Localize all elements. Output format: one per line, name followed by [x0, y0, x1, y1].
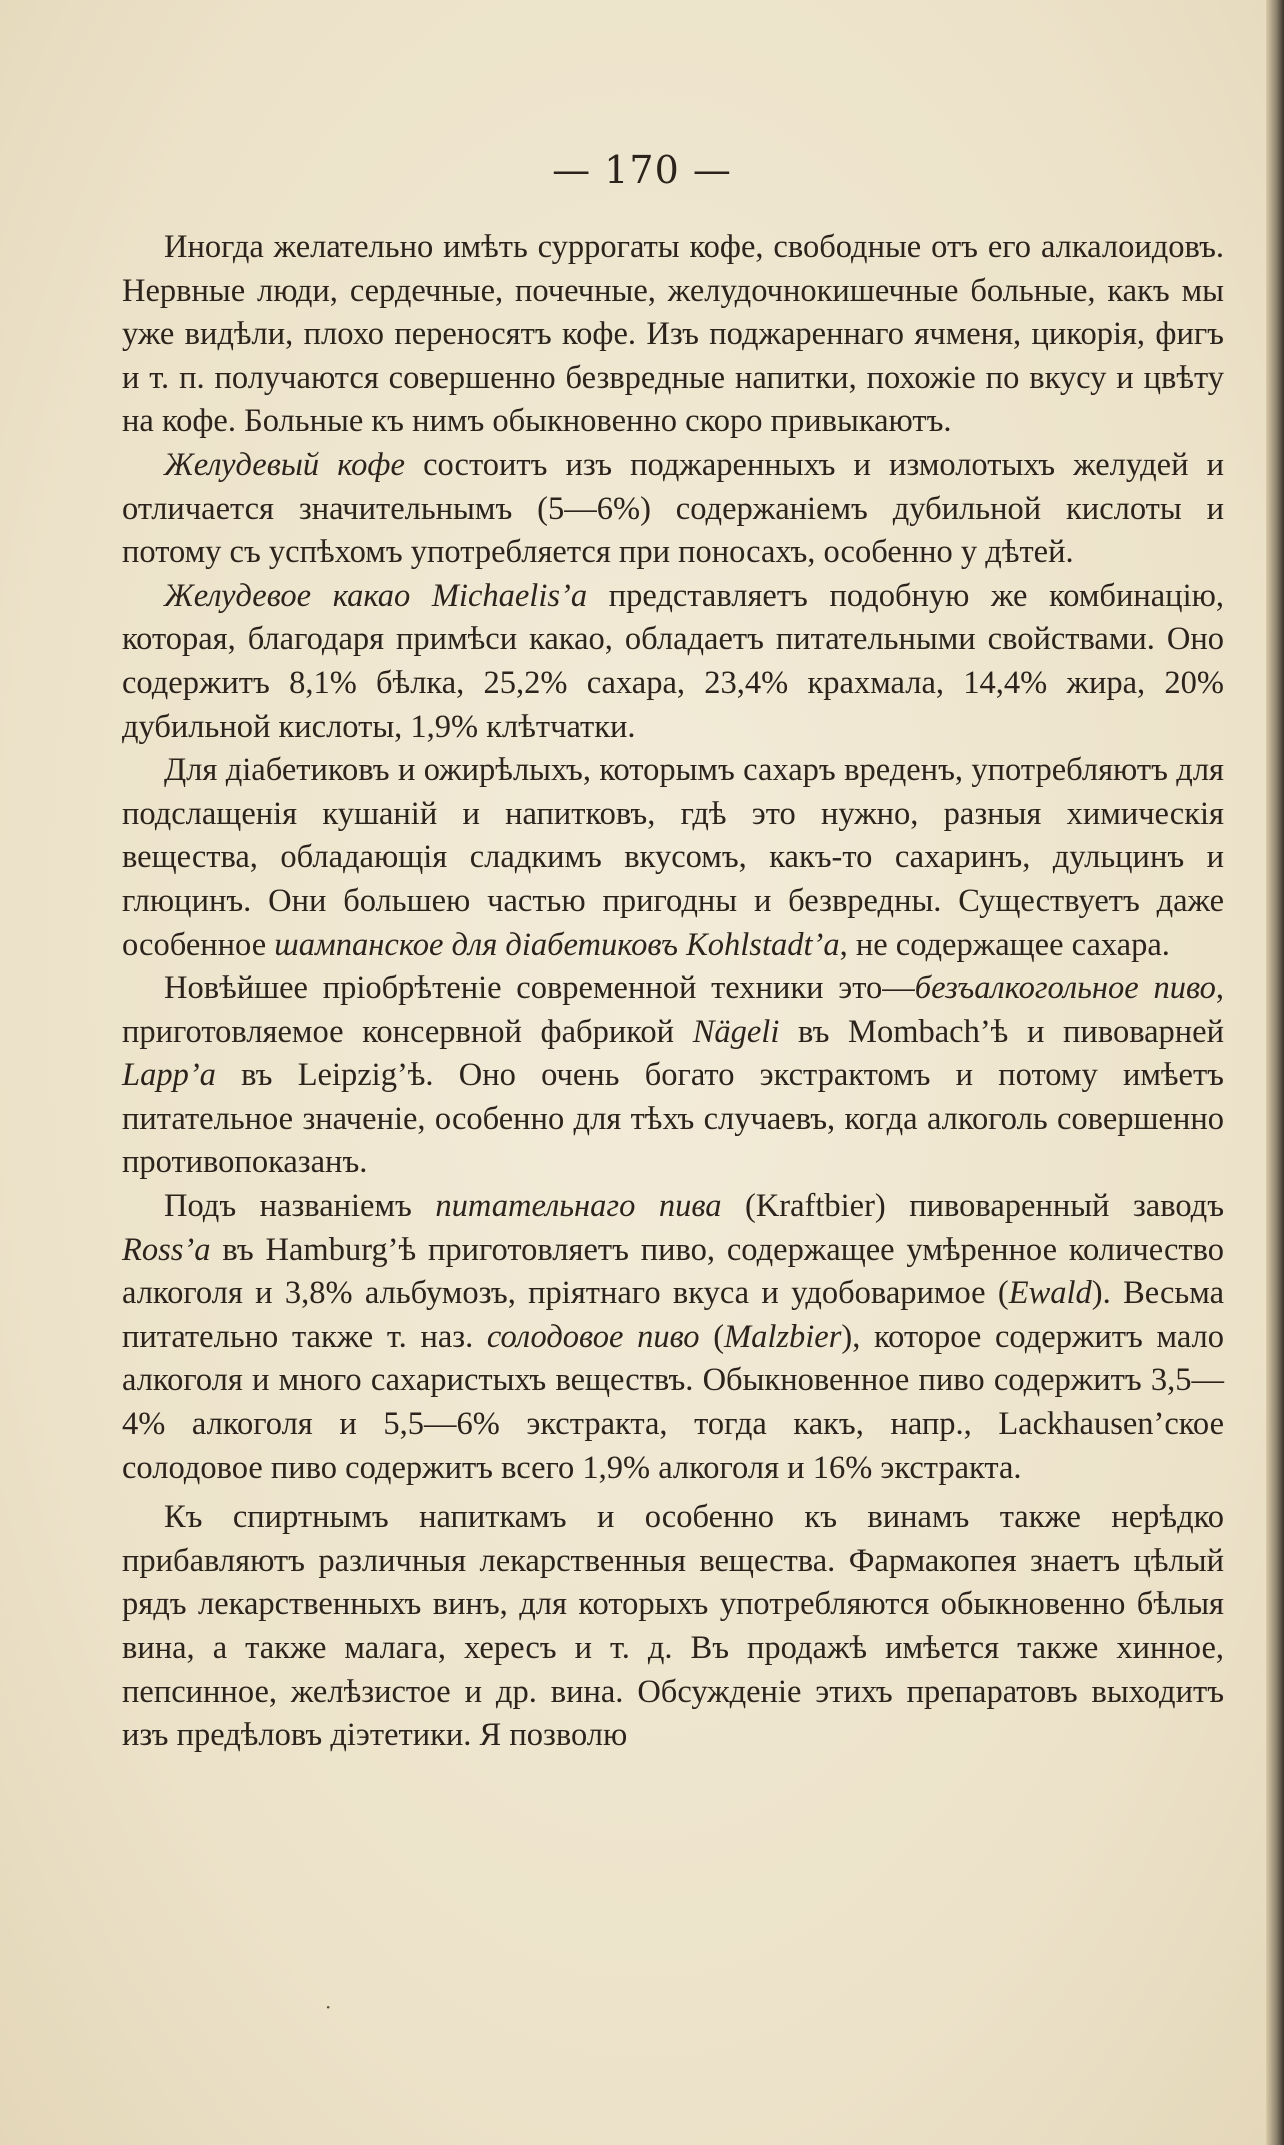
italic-term: Nägeli	[692, 1013, 780, 1050]
text-run: Новѣйшее пріобрѣтеніе современной техники это—	[164, 970, 915, 1007]
text-run: , приготовляемое консервной фабрикой	[122, 970, 1224, 1050]
text-run: въ Leipzig’ѣ. Оно очень богато экстрактомъ и потому имѣетъ питательное значеніе, особенно для тѣхъ случаевъ, когда алкоголь совершенно противопоказанъ.	[122, 1057, 1224, 1181]
italic-term: Ewald	[1008, 1275, 1092, 1312]
page-edge-shadow	[1266, 0, 1284, 2145]
italic-term: солодовое пиво	[486, 1318, 700, 1355]
paragraph	[122, 1496, 1224, 1758]
text-run: Иногда желательно имѣть суррогаты кофе, свободные отъ его алкалоидовъ. Нервные люди, сердечные, почечные, желудочнокишечные больные, какъ мы уже видѣли, плохо переносятъ кофе. Изъ поджареннаго ячменя, цикорія, фигъ и т. п. получаются совершенно безвредные напитки, похожіе по вкусу и цвѣту на кофе. Больные къ нимъ обыкновенно скоро привыкаютъ.	[122, 229, 1224, 440]
text-run: ), которое содержитъ мало алкоголя и много сахаристыхъ веществъ. Обыкновенное пиво содержитъ 3,5—4% алкоголя и 5,5—6% экстракта, тогда какъ, напр., Lackhausen’ское солодовое пиво содержитъ всего 1,9% алкоголя и 16% экстракта.	[122, 1318, 1224, 1486]
italic-term: Lapp’а	[122, 1057, 216, 1094]
italic-term: шампанское для діабетиковъ Kohlstadt’а	[274, 926, 840, 963]
text-run: , не содержащее сахара.	[839, 926, 1170, 963]
text-run: Къ спиртнымъ напиткамъ и особенно къ винамъ также нерѣдко прибавляютъ различныя лекарственныя вещества. Фармакопея знаетъ цѣлый рядъ лекарственныхъ винъ, для которыхъ употребляются обыкновенно бѣлыя вина, а также малага, хересъ и т. д. Въ продажѣ имѣется также хинное, пепсинное, желѣзистое и др. вина. Обсужденіе этихъ препаратовъ выходитъ изъ предѣловъ діэтетики. Я позволю	[122, 1499, 1224, 1754]
paragraph	[122, 1185, 1224, 1490]
italic-term: безъалкогольное пиво	[914, 970, 1216, 1007]
italic-term: Желудевый кофе	[164, 446, 405, 483]
paragraph	[122, 226, 1224, 444]
italic-term: питательнаго пива	[435, 1188, 722, 1225]
italic-term: Ross’а	[122, 1231, 211, 1268]
italic-term: Желудевое какао Michaelis’а	[164, 577, 588, 614]
paragraph	[122, 749, 1224, 967]
paragraph	[122, 575, 1224, 749]
page-number: — 170 —	[552, 148, 732, 192]
text-run: ). Весьма питательно также т. наз.	[122, 1275, 1224, 1355]
text-run: въ Mombach’ѣ и пивоварней	[779, 1013, 1224, 1050]
text-run: представляетъ подобную же комбинацію, которая, благодаря примѣси какао, обладаетъ питательными свойствами. Оно содержитъ 8,1% бѣлка, 25,2% сахара, 23,4% крахмала, 14,4% жира, 20% дубильной кислоты, 1,9% клѣтчатки.	[122, 577, 1224, 745]
text-run: (	[699, 1318, 725, 1355]
text-run: Для діабетиковъ и ожирѣлыхъ, которымъ сахаръ вреденъ, употребляютъ для подслащенія кушаній и напитковъ, гдѣ это нужно, разныя химическія вещества, обладающія сладкимъ вкусомъ, какъ-то сахаринъ, дульцинъ и глюцинъ. Они большею частью пригодны и безвредны. Существуетъ даже особенное	[122, 752, 1224, 963]
body-text	[122, 226, 1224, 1758]
paragraph	[122, 967, 1224, 1185]
text-run: состоитъ изъ поджаренныхъ и измолотыхъ желудей и отличается значительнымъ (5—6%) содержаніемъ дубильной кислоты и потому съ успѣхомъ употребляется при поносахъ, особенно у дѣтей.	[122, 446, 1224, 571]
text-run: Подъ названіемъ	[164, 1188, 436, 1225]
text-run: въ Hamburg’ѣ приготовляетъ пиво, содержащее умѣренное количество алкоголя и 3,8% альбумозъ, пріятнаго вкуса и удобоваримое (	[122, 1231, 1224, 1312]
text-run: (Kraftbier) пивоваренный заводъ	[721, 1188, 1225, 1225]
paragraph	[122, 444, 1224, 575]
italic-term: Malzbier	[724, 1318, 842, 1355]
print-speck: ·	[325, 1995, 332, 2019]
